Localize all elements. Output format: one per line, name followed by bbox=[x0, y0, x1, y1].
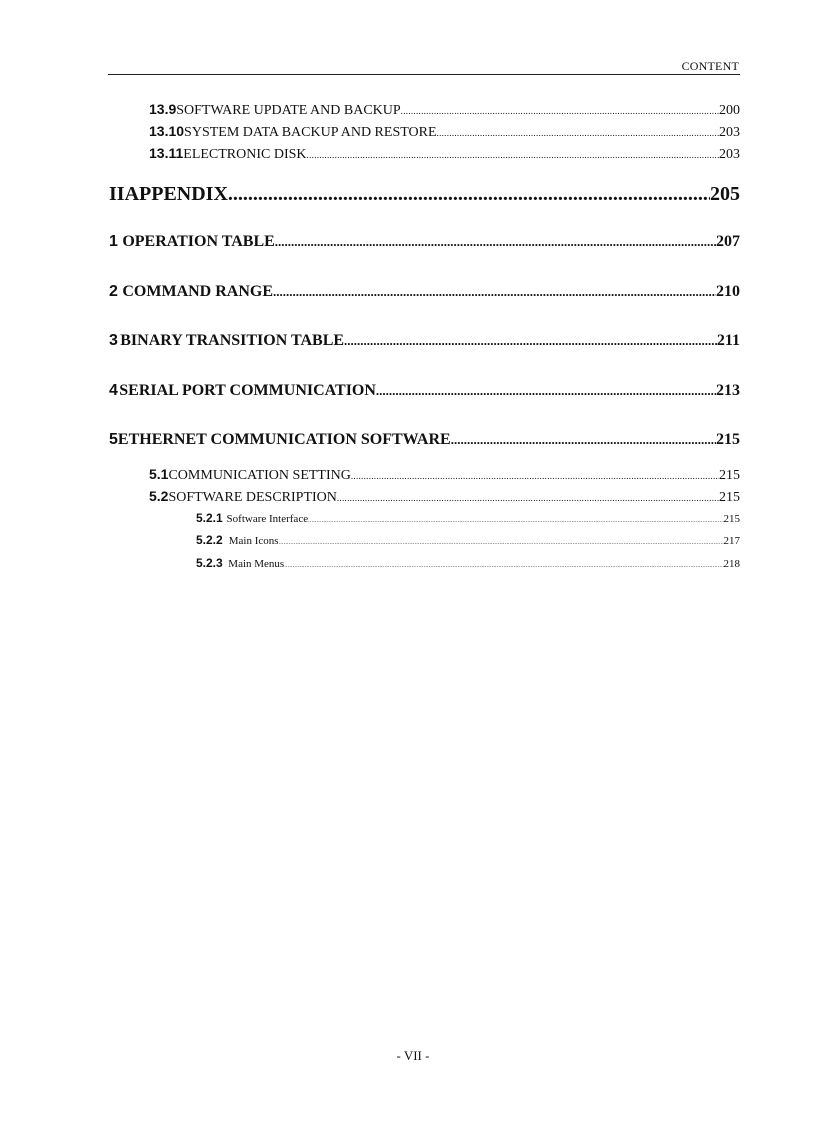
toc-number: 5.2.1 bbox=[196, 511, 223, 525]
toc-number: 5.2.3 bbox=[196, 556, 223, 570]
toc-leader bbox=[308, 513, 723, 525]
toc-title: Main Icons bbox=[228, 535, 279, 547]
toc-page-number: 218 bbox=[723, 558, 740, 570]
page-number-footer: - VII - bbox=[396, 1048, 430, 1063]
toc-title: APPENDIX bbox=[124, 183, 228, 205]
toc-title: ETHERNET COMMUNICATION SOFTWARE bbox=[117, 431, 451, 448]
toc-title: COMMUNICATION SETTING bbox=[168, 468, 351, 483]
toc-number: 2 bbox=[109, 283, 118, 300]
toc-entry-13-10[interactable] bbox=[149, 123, 740, 141]
toc-number: 5 bbox=[109, 431, 118, 448]
toc-number: 5.1 bbox=[149, 466, 169, 482]
toc-chapter-1[interactable] bbox=[109, 233, 740, 251]
toc-page-number: 203 bbox=[719, 147, 740, 162]
toc-title: OPERATION TABLE bbox=[122, 233, 275, 250]
toc-page-number: 213 bbox=[716, 382, 740, 399]
toc-page-number: 215 bbox=[723, 513, 740, 525]
toc-page-number: 203 bbox=[719, 125, 740, 140]
toc-title: Main Menus bbox=[228, 558, 285, 570]
toc-leader bbox=[279, 535, 724, 547]
toc-number: 13.11 bbox=[149, 145, 184, 161]
toc-number: 3 bbox=[109, 332, 118, 349]
toc-page-number: 211 bbox=[716, 332, 740, 349]
toc-leader bbox=[376, 382, 716, 400]
toc-chapter-4[interactable] bbox=[109, 382, 740, 400]
toc-number: 1 bbox=[109, 233, 118, 250]
toc-entry-13-9[interactable] bbox=[149, 101, 740, 119]
toc-title: BINARY TRANSITION TABLE bbox=[120, 332, 345, 349]
toc-page-number: 217 bbox=[723, 535, 740, 547]
toc-number: II bbox=[109, 183, 125, 205]
toc-section-5-1[interactable] bbox=[149, 466, 740, 484]
toc-leader bbox=[351, 468, 719, 484]
toc-leader bbox=[344, 332, 717, 350]
toc-page-number: 215 bbox=[719, 468, 740, 483]
toc-page-number: 215 bbox=[716, 431, 740, 448]
toc-number: 4 bbox=[109, 382, 118, 399]
toc-title: Software Interface bbox=[226, 513, 309, 525]
header-divider bbox=[108, 74, 740, 75]
toc-title: SYSTEM DATA BACKUP AND RESTORE bbox=[184, 125, 437, 140]
toc-number: 5.2 bbox=[149, 488, 169, 504]
toc-page-number: 205 bbox=[710, 183, 740, 205]
toc-number: 13.9 bbox=[149, 101, 177, 117]
toc-chapter-2[interactable] bbox=[109, 283, 740, 301]
toc-section-5-2[interactable] bbox=[149, 488, 740, 506]
toc-number: 13.10 bbox=[149, 123, 185, 139]
toc-number: 5.2.2 bbox=[196, 533, 223, 547]
toc-title: COMMAND RANGE bbox=[122, 283, 274, 300]
toc-leader bbox=[437, 125, 719, 141]
toc-leader bbox=[307, 147, 719, 163]
toc-page-number: 207 bbox=[716, 233, 740, 250]
toc-subsection-5-2-3[interactable] bbox=[196, 556, 740, 570]
toc-leader bbox=[337, 490, 719, 506]
toc-title: SOFTWARE UPDATE AND BACKUP bbox=[176, 103, 401, 118]
toc-chapter-3[interactable] bbox=[109, 332, 740, 350]
toc-entry-13-11[interactable] bbox=[149, 145, 740, 163]
toc-title: SERIAL PORT COMMUNICATION bbox=[119, 382, 376, 399]
toc-subsection-5-2-1[interactable] bbox=[196, 511, 740, 525]
toc-page-number: 215 bbox=[719, 490, 740, 505]
toc-leader bbox=[273, 283, 716, 301]
toc-page-number: 200 bbox=[719, 103, 740, 118]
running-header: CONTENT bbox=[681, 59, 739, 73]
toc-leader bbox=[284, 558, 723, 570]
toc-part-appendix[interactable] bbox=[109, 183, 740, 206]
toc-page-number: 210 bbox=[716, 283, 740, 300]
toc-title: SOFTWARE DESCRIPTION bbox=[168, 490, 337, 505]
toc-leader bbox=[275, 233, 716, 251]
toc-leader bbox=[451, 431, 716, 449]
toc-chapter-5[interactable] bbox=[109, 431, 740, 449]
toc-leader bbox=[228, 183, 710, 206]
toc-leader bbox=[401, 103, 719, 119]
toc-subsection-5-2-2[interactable] bbox=[196, 533, 740, 547]
toc-title: ELECTRONIC DISK bbox=[183, 147, 307, 162]
